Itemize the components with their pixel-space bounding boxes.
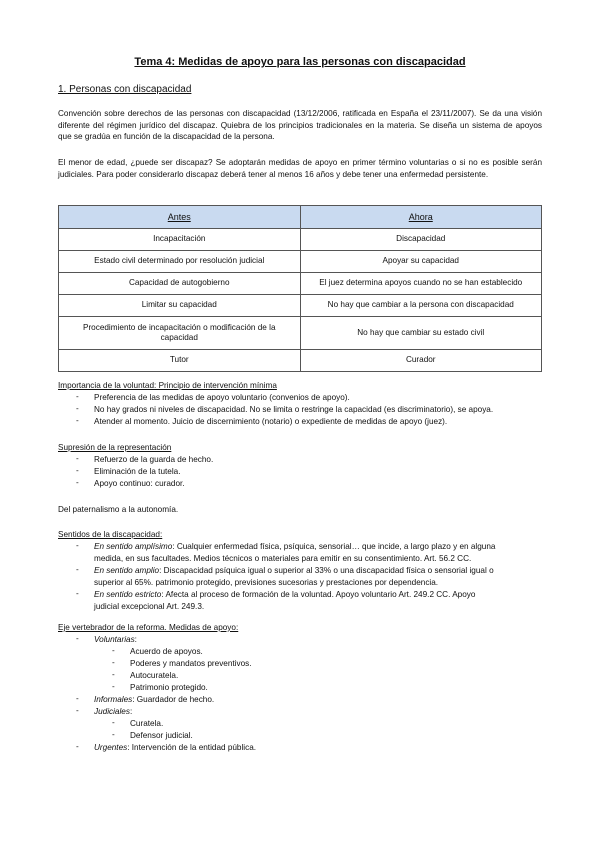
bullet-dash: - xyxy=(76,634,79,643)
list-item xyxy=(94,565,494,576)
item-label: En sentido amplísimo xyxy=(94,542,173,551)
table-cell: Apoyar su capacidad xyxy=(300,251,542,273)
list-item: Eliminación de la tutela. xyxy=(94,467,181,476)
sub-list-item: Patrimonio protegido. xyxy=(130,683,208,692)
item-text: : Discapacidad psíquica igual o superior al 33% o una discapacidad física o sensorial igual o xyxy=(159,566,494,575)
table-row xyxy=(59,251,542,273)
item-colon: : xyxy=(129,707,133,716)
table-row xyxy=(59,350,542,372)
section-heading: 1. Personas con discapacidad xyxy=(58,84,192,95)
item-label: En sentido amplio xyxy=(94,566,160,575)
item-text: : Afecta al proceso de formación de la voluntad. Apoyo voluntario Art. 249.2 CC. Apoyo xyxy=(161,590,476,599)
bullet-dash: - xyxy=(76,392,79,401)
table-row xyxy=(59,295,542,317)
table-cell: Estado civil determinado por resolución judicial xyxy=(59,251,301,273)
table-cell: Curador xyxy=(300,350,542,372)
table-cell: Capacidad de autogobierno xyxy=(59,273,301,295)
table-cell: Tutor xyxy=(59,350,301,372)
list-item: Atender al momento. Juicio de discernimiento (notario) o expediente de medidas de apoyo (juez). xyxy=(94,417,448,426)
bullet-dash: - xyxy=(112,658,115,667)
bullet-dash: - xyxy=(76,706,79,715)
list-item xyxy=(94,634,137,645)
item-text-continued: medida, en sus facultades. Medios técnicos o materiales para emitir en su consentimiento. Art. 56.2 CC. xyxy=(94,554,472,563)
item-text: : Guardador de hecho. xyxy=(132,695,215,704)
table-cell: El juez determina apoyos cuando no se han establecido xyxy=(300,273,542,295)
sub-list-item: Curatela. xyxy=(130,719,164,728)
item-text: : Intervención de la entidad pública. xyxy=(127,743,257,752)
table-cell: Limitar su capacidad xyxy=(59,295,301,317)
bullet-dash: - xyxy=(76,404,79,413)
list-item: No hay grados ni niveles de discapacidad. No se limita o restringe la capacidad (es discriminatorio), se apoya. xyxy=(94,405,494,414)
bullet-dash: - xyxy=(76,541,79,550)
comparison-table xyxy=(58,205,542,372)
sentidos-heading: Sentidos de la discapacidad: xyxy=(58,530,163,539)
bullet-dash: - xyxy=(76,742,79,751)
list-item xyxy=(94,694,214,705)
table-cell: Incapacitación xyxy=(59,229,301,251)
bullet-dash: - xyxy=(76,694,79,703)
bullet-dash: - xyxy=(112,718,115,727)
item-colon: : xyxy=(134,635,137,644)
list-item: Refuerzo de la guarda de hecho. xyxy=(94,455,214,464)
voluntad-heading: Importancia de la voluntad: Principio de intervención mínima xyxy=(58,381,277,390)
item-label: En sentido estricto xyxy=(94,590,162,599)
list-item: Apoyo continuo: curador. xyxy=(94,479,185,488)
list-item: Preferencia de las medidas de apoyo voluntario (convenios de apoyo). xyxy=(94,393,350,402)
table-row xyxy=(59,273,542,295)
sub-list-item: Poderes y mandatos preventivos. xyxy=(130,659,252,668)
bullet-dash: - xyxy=(112,646,115,655)
item-label: Voluntarias xyxy=(94,635,135,644)
column-header-ahora: Ahora xyxy=(300,206,542,229)
table-header-row xyxy=(59,206,542,229)
bullet-dash: - xyxy=(112,670,115,679)
item-text-continued: judicial excepcional Art. 249.3. xyxy=(94,602,205,611)
list-item xyxy=(94,742,256,753)
table-cell: Procedimiento de incapacitación o modificación de la capacidad xyxy=(59,317,301,350)
bullet-dash: - xyxy=(76,454,79,463)
bullet-dash: - xyxy=(112,682,115,691)
table-cell: No hay que cambiar su estado civil xyxy=(300,317,542,350)
list-item xyxy=(94,589,475,600)
bullet-dash: - xyxy=(76,466,79,475)
page-title: Tema 4: Medidas de apoyo para las personas con discapacidad xyxy=(134,56,466,68)
list-item xyxy=(94,541,495,552)
sub-list-item: Acuerdo de apoyos. xyxy=(130,647,203,656)
list-item xyxy=(94,706,132,717)
supresion-heading: Supresión de la representación xyxy=(58,443,172,452)
item-text: : Cualquier enfermedad física, psíquica, sensorial… que incide, a largo plazo y en alguna xyxy=(172,542,496,551)
sub-list-item: Defensor judicial. xyxy=(130,731,193,740)
item-text-continued: superior al 65%. patrimonio protegido, previsiones sucesorias y prestaciones por dependencia. xyxy=(94,578,439,587)
item-label: Judiciales xyxy=(94,707,130,716)
item-label: Urgentes xyxy=(94,743,128,752)
item-label: Informales xyxy=(94,695,133,704)
bullet-dash: - xyxy=(76,589,79,598)
table-cell: Discapacidad xyxy=(300,229,542,251)
intro-paragraph: Convención sobre derechos de las personas con discapacidad (13/12/2006, ratificada en España el 23/11/2007). Se da una visión diferente del régimen jurídico del discapaz. Quiebra de los principios tradicionales en la materia. Se diseña un sistema de apoyos que se gradúa en función de la discapacidad de la persona. xyxy=(58,109,542,141)
table-row xyxy=(59,229,542,251)
minor-paragraph: El menor de edad, ¿puede ser discapaz? Se adoptarán medidas de apoyo en primer término voluntarias o si no es posible serán judiciales. Para poder considerarlo discapaz deberá tener al menos 16 años y debe tener una enfermedad persistente. xyxy=(58,158,542,179)
bullet-dash: - xyxy=(76,416,79,425)
table-cell: No hay que cambiar a la persona con discapacidad xyxy=(300,295,542,317)
column-header-antes: Antes xyxy=(59,206,301,229)
eje-heading: Eje vertebrador de la reforma. Medidas de apoyo: xyxy=(58,623,239,632)
bullet-dash: - xyxy=(76,565,79,574)
bullet-dash: - xyxy=(76,478,79,487)
table-row xyxy=(59,317,542,350)
sub-list-item: Autocuratela. xyxy=(130,671,179,680)
bullet-dash: - xyxy=(112,730,115,739)
paternalismo-text: Del paternalismo a la autonomía. xyxy=(58,505,179,514)
